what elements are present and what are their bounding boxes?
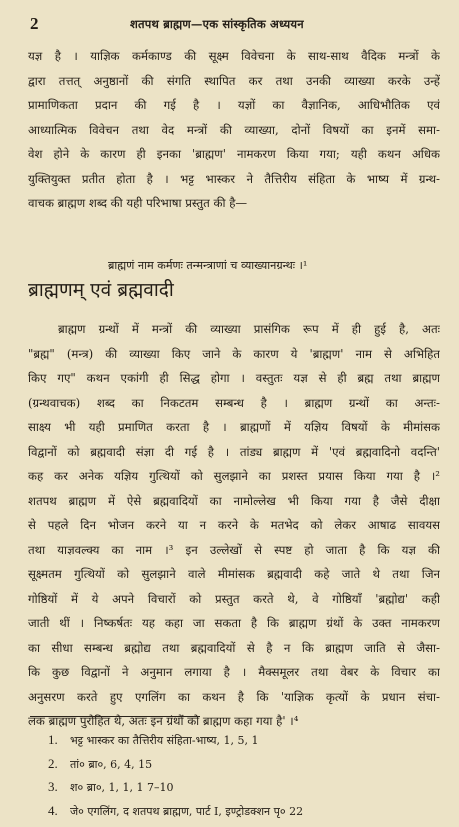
section-heading: ब्राह्मणम् एवं ब्रह्मवादी [28,279,174,301]
text-line: अनुसरण करते हुए एगलिंग का कथन है कि 'याज्ञिक कृत्यों के प्रधान संचा- [28,689,440,704]
text-line: प्रामाणिकता प्रदान की गई है । यज्ञों का वैज्ञानिक, आधिभौतिक एवं [28,98,440,112]
footnote [48,752,428,776]
text-line: ब्राह्मण ग्रन्थों में मन्त्रों की व्याख्या प्रासंगिक रूप में ही हुई है, अतः [58,322,440,336]
footnote-number: 3. [48,779,58,794]
text-line: साक्ष्य भी यही प्रमाणित करता है । ब्राह्मणों में यज्ञिय विषयों के मीमांसक [28,420,440,434]
sanskrit-quote: ब्राह्मणं नाम कर्मणः तन्मन्त्राणां च व्याख्यानग्रन्थः ।¹ [108,259,308,272]
text-line: लक ब्राह्मण पुरोहित थे, अतः इन ग्रंथों को ब्राह्मण कहा गया है' ।⁴ [28,714,299,728]
text-line: आध्यात्मिक विवेचन तथा वेद मन्त्रों की व्याख्या, दोनों विषयों का इनमें समा- [28,122,440,137]
footnote-number: 2. [48,755,58,771]
text-line: (ग्रन्थवाचक) शब्द का निकटतम सम्बन्ध है । ब्राह्मण ग्रन्थों का अन्तः- [28,395,440,410]
footnote [48,799,428,823]
footnote-divider [30,716,200,717]
footnote-text: जे० एगलिंग, द शतपथ ब्राह्मण, पार्ट I, इण्ट्रोडक्शन पृ० 22 [70,804,304,818]
text-line: वाचक ब्राह्मण शब्द की यही परिभाषा प्रस्तुत की है— [28,196,248,210]
text-line: शतपथ ब्राह्मण में ऐसे ब्रह्मवादियों का नामोल्लेख भी किया गया है जैसे दीक्षा [28,493,440,508]
footnotes [48,728,428,822]
footnote [48,775,428,799]
text-line: कि कुछ विद्वानों ने अनुमान लगाया है । मैक्समूलर तथा वेबर के विचार का [28,665,440,679]
text-line: गोष्ठियों में ये अपने विचारों को प्रस्तुत करते थे, वे गोष्ठियाँ 'ब्रह्मोद्य' कही [28,591,440,606]
footnote-text: श० ब्रा०, 1, 1, 1 7–10 [70,781,174,794]
running-head [0,14,459,36]
text-line: किए गए" कथन एकांगी ही सिद्ध होगा । वस्तुतः यज्ञ से ही ब्रह्म तथा ब्राह्मण [28,371,440,385]
text-line: "ब्रह्म" (मन्त्र) की व्याख्या किए जाने के कारण ये 'ब्राह्मण' नाम से अभिहित [28,346,440,361]
intro-paragraph [28,44,440,216]
text-line: जाती थीं । निष्कर्षतः यह कहा जा सकता है कि ब्राह्मण ग्रंथों के उक्त नामकरण [28,616,440,630]
body-paragraph [28,317,440,734]
text-line: से पहले दिन भोजन करने या न करने के मतभेद को लेकर आषाढ सावयस [28,518,440,532]
text-line: का सीधा सम्बन्ध ब्रह्मोद्य तथा ब्रह्मवादियों से है न कि ब्राह्मण जाति से जैसा- [28,640,440,655]
running-title: शतपथ ब्राह्मण—एक सांस्कृतिक अध्ययन [130,17,304,31]
text-line: युक्तियुक्त प्रतीत होता है । भट्ट भास्कर ने तैत्तिरीय संहिता के भाष्य में ग्रन्थ- [28,171,440,186]
footnote-text: भट्ट भास्कर का तैत्तिरीय संहिता-भाष्य, 1, 5, 1 [70,734,259,747]
text-line: सूक्ष्मतम गुत्थियों को सुलझाने वाले मीमांसक ब्रह्मवादी कहे जाते थे तथा जिन [28,567,440,581]
footnote [48,728,428,752]
text-line: यज्ञ है । याज्ञिक कर्मकाण्ड की सूक्ष्म विवेचना के साथ-साथ वैदिक मन्त्रों के [28,49,440,63]
text-line: द्वारा तत्तत् अनुष्ठानों की संगति स्थापित कर तथा उनकी व्याख्या करके उन्हें [28,73,440,88]
footnote-number: 4. [48,802,58,818]
text-line: कह कर अनेक यज्ञिय गुत्थियों को सुलझाने का प्रशस्त प्रयास किया गया है ।² [28,469,440,483]
page-number: 2 [30,14,39,33]
footnote-number: 1. [48,732,58,747]
footnote-text: तां० ब्रा०, 6, 4, 15 [70,757,153,771]
text-line: वेश होने के कारण ही इनका 'ब्राह्मण' नामकरण किया गया; यही कथन अधिक [28,147,440,161]
text-line: विद्वानों को ब्रह्मवादी संज्ञा दी गई है । तांड्य ब्राह्मण में 'एवं ब्रह्मवादिनो वदन्ति' [28,444,440,459]
text-line: तथा याज्ञवल्क्य का नाम ।³ इन उल्लेखों से स्पष्ट हो जाता है कि यज्ञ की [28,542,440,557]
